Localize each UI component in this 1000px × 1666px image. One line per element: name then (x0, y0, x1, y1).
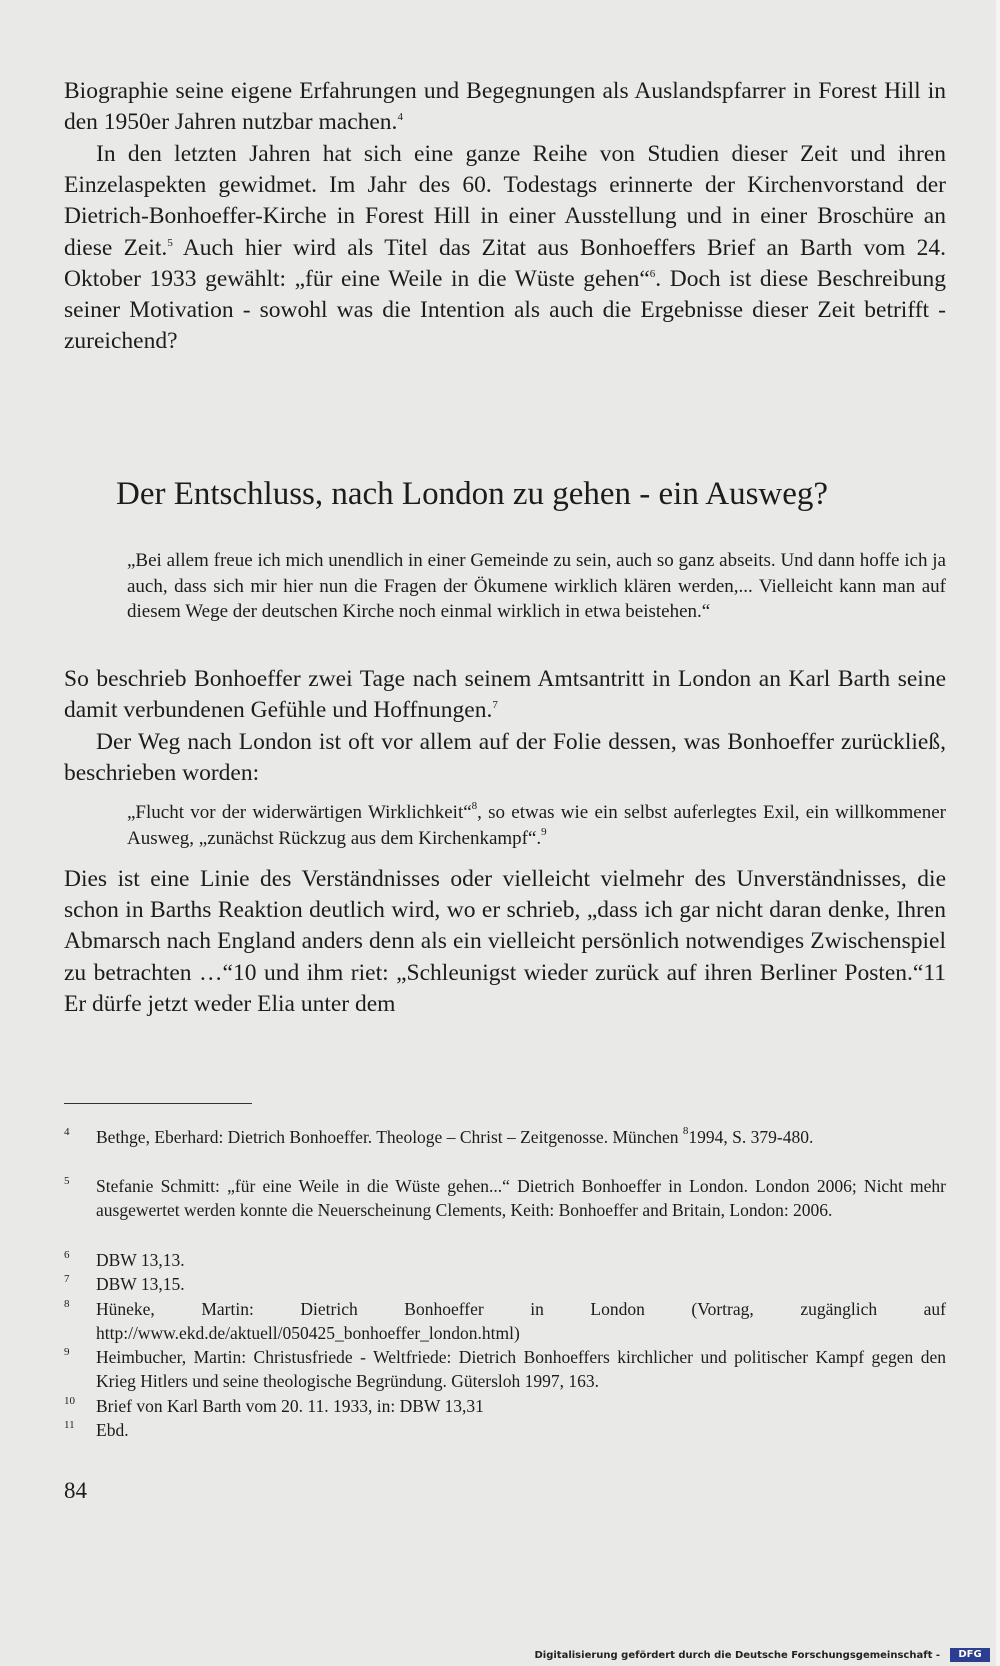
dfg-logo: DFG (950, 1648, 990, 1662)
page-edge (996, 0, 1000, 1666)
footnote-number: 4 (64, 1126, 70, 1138)
footnote-number: 10 (64, 1395, 75, 1407)
footnote-10: 10 Brief von Karl Barth vom 20. 11. 1933, in: DBW 13,31 (64, 1395, 946, 1419)
footnote-ref[interactable]: 6 (649, 267, 656, 280)
paragraph-4: Der Weg nach London ist oft vor allem auf der Folie dessen, was Bonhoeffer zurückließ, beschrieben worden: (64, 729, 946, 787)
footnote-11: 11 Ebd. (64, 1419, 946, 1443)
footnote-ref[interactable]: 4 (397, 111, 403, 124)
footnote-number: 7 (64, 1273, 70, 1285)
paragraph-3: So beschrieb Bonhoeffer zwei Tage nach seinem Amtsantritt in London an Karl Barth seine damit verbundenen Gefühle und Hoffnungen.$^7$ (64, 666, 946, 724)
footnote-ref[interactable]: 7 (492, 699, 498, 712)
footnote-ref[interactable]: 5 (167, 236, 173, 249)
page-number: 84 (64, 1478, 87, 1503)
footnote-number: 8 (64, 1298, 70, 1310)
footnote-6: 6 DBW 13,13. (64, 1249, 946, 1273)
footnote-number: 9 (64, 1346, 70, 1358)
footnote-ref[interactable]: 8 (471, 800, 478, 812)
footnote-number: 5 (64, 1175, 70, 1187)
funding-notice: Digitalisierung gefördert durch die Deutsche Forschungsgemeinschaft - (534, 1650, 940, 1661)
footnote-7: 7 DBW 13,15. (64, 1273, 946, 1297)
footnote-number: 11 (64, 1419, 75, 1431)
footnote-number: 6 (64, 1249, 70, 1261)
block-quote-2: „Flucht vor der widerwärtigen Wirklichkeit“$^8$, so etwas wie ein selbst auferlegtes Exil, ein willkommener Ausweg, „zunächst Rückzug aus dem Kirchenkampf“.$^9$ (127, 800, 946, 849)
footnote-4: 4 Bethge, Eberhard: Dietrich Bonhoeffer. Theologe – Christ – Zeitgenosse. München $^8$1994, S. 379-480. (64, 1126, 946, 1150)
footnote-8: 8 Hüneke, Martin: Dietrich Bonhoeffer in London (Vortrag, zugänglich auf http://www.ekd.de/aktuell/050425_bonhoeffer_london.html) (64, 1298, 946, 1345)
footnote-5: 5 Stefanie Schmitt: „für eine Weile in die Wüste gehen...“ Dietrich Bonhoeffer in London. London 2006; Nicht mehr ausgewertet werden konnte die Neuerscheinung Clements, Keith: Bonhoeffer and Britain, London: 2006. (64, 1175, 946, 1222)
block-quote-1: „Bei allem freue ich mich unendlich in einer Gemeinde zu sein, auch so ganz abseits. Und dann hoffe ich ja auch, dass sich mir hier nun die Fragen der Ökumene wirklich klären werden,... Vielleicht kann man auf diesem Wege der deutschen Kirche noch einmal wirklich in etwa beistehen.“ (127, 550, 946, 622)
footnote-ref[interactable]: 9 (541, 825, 547, 838)
paragraph-1: Biographie seine eigene Erfahrungen und Begegnungen als Auslandspfarrer in Forest Hill in den 1950er Jahren nutzbar machen.$^4$ (64, 78, 946, 136)
paragraph-5: Dies ist eine Linie des Verständnisses oder vielleicht vielmehr des Unverständnisses, die schon in Barths Reaktion deutlich wird, wo er schrieb, „dass ich gar nicht daran denke, Ihren Abmarsch nach England anders denn als ein vielleicht persönlich notwendiges Zwischenspiel zu betrachten …“10 und ihm riet: „Schleunigst wieder zurück auf ihren Berliner Posten.“11 Er dürfe jetzt weder Elia unter dem (64, 866, 946, 1017)
paragraph-2: In den letzten Jahren hat sich eine ganze Reihe von Studien dieser Zeit und ihren Einzelaspekten gewidmet. Im Jahr des 60. Todestags erinnerte der Kirchenvorstand der Dietrich-Bonhoeffer-Kirche in Forest Hill in einer Ausstellung und in einer Broschüre an diese Zeit.$^5$ Auch hier wird als Titel das Zitat aus Bonhoeffers Brief an Barth vom 24. Oktober 1933 gewählt: „für eine Weile in die Wüste gehen“$^6$. Doch ist diese Beschreibung seiner Motivation - sowohl was die Intention als auch die Ergebnisse dieser Zeit betrifft - zureichend? (64, 141, 946, 355)
footnote-9: 9 Heimbucher, Martin: Christusfriede - Weltfriede: Dietrich Bonhoeffers kirchlicher und politischer Kampf gegen den Krieg Hitlers und seine theologische Begründung. Gütersloh 1997, 163. (64, 1346, 946, 1393)
section-heading: Der Entschluss, nach London zu gehen - ein Ausweg? (116, 476, 829, 512)
footnote-divider (64, 1103, 252, 1104)
